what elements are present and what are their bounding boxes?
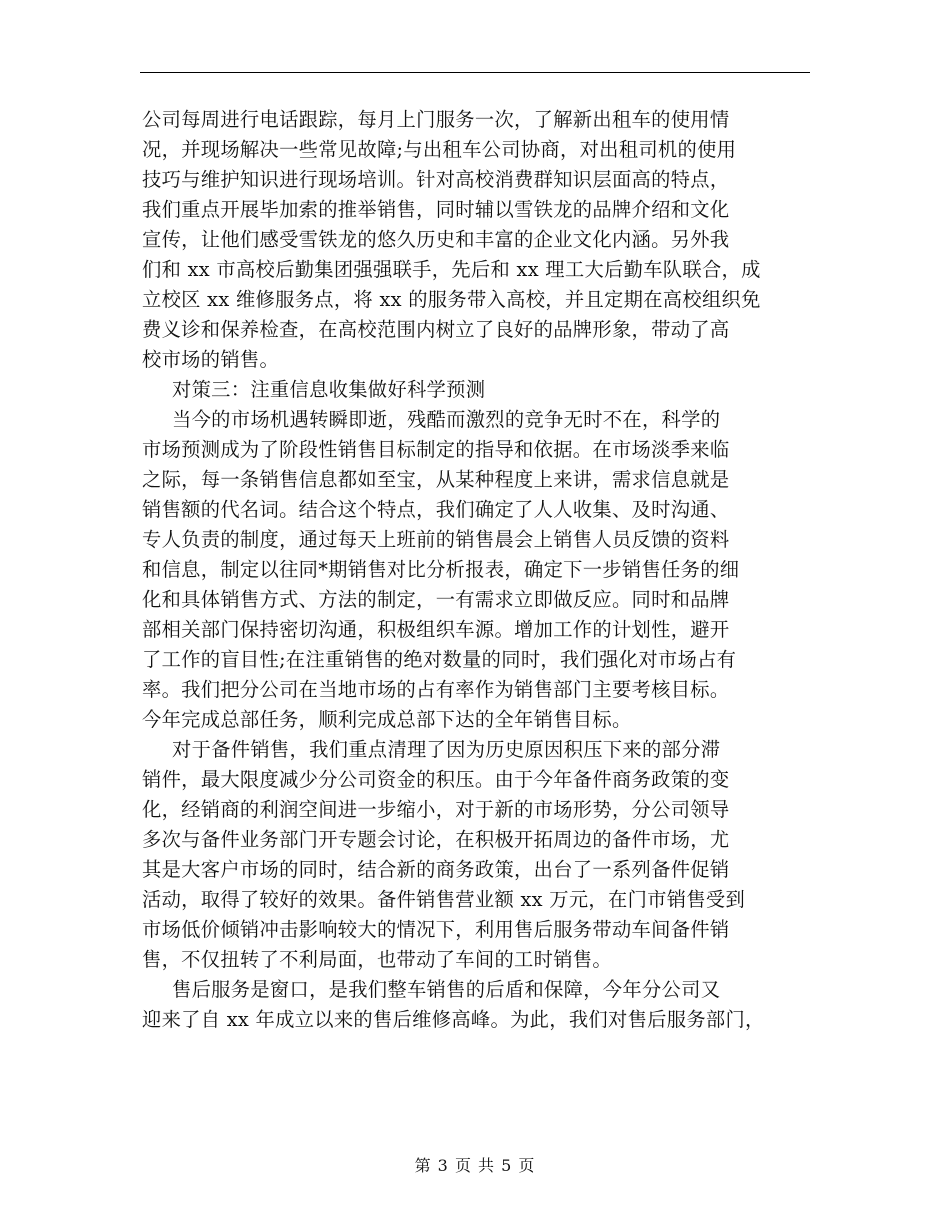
text-line: 部相关部门保持密切沟通，积极组织车源。增加工作的计划性，避开 [142, 618, 730, 641]
text-line: 对于备件销售，我们重点清理了因为历史原因积压下来的部分滞 [172, 738, 721, 761]
text-line: 迎来了自 xx 年成立以来的售后维修高峰。为此，我们对售后服务部门， [142, 1008, 765, 1031]
text-line: 了工作的盲目性;在注重销售的绝对数量的同时，我们强化对市场占有 [142, 648, 737, 671]
text-line: 公司每周进行电话跟踪，每月上门服务一次，了解新出租车的使用情 [142, 108, 730, 131]
text-line: 今年完成总部任务，顺利完成总部下达的全年销售目标。 [142, 708, 632, 731]
text-line: 率。我们把分公司在当地市场的占有率作为销售部门主要考核目标。 [142, 678, 730, 701]
text-line: 售后服务是窗口，是我们整车销售的后盾和保障，今年分公司又 [172, 978, 721, 1001]
text-line: 售，不仅扭转了不利局面，也带动了车间的工时销售。 [142, 948, 612, 971]
text-line: 校市场的销售。 [142, 348, 280, 371]
text-line: 其是大客户市场的同时，结合新的商务政策，出台了一系列备件促销 [142, 858, 730, 881]
text-line: 对策三：注重信息收集做好科学预测 [172, 378, 486, 401]
text-line: 化，经销商的利润空间进一步缩小，对于新的市场形势，分公司领导 [142, 798, 730, 821]
text-line: 之际，每一条销售信息都如至宝，从某种程度上来讲，需求信息就是 [142, 468, 730, 491]
document-body [142, 105, 822, 1035]
text-line: 和信息，制定以往同*期销售对比分析报表，确定下一步销售任务的细 [142, 558, 740, 581]
text-line: 技巧与维护知识进行现场培训。针对高校消费群知识层面高的特点， [142, 168, 730, 191]
text-line: 我们重点开展毕加索的推举销售，同时辅以雪铁龙的品牌介绍和文化 [142, 198, 730, 221]
text-line: 化和具体销售方式、方法的制定，一有需求立即做反应。同时和品牌 [142, 588, 730, 611]
text-line: 市场低价倾销冲击影响较大的情况下，利用售后服务带动车间备件销 [142, 918, 730, 941]
text-line: 市场预测成为了阶段性销售目标制定的指导和依据。在市场淡季来临 [142, 438, 730, 461]
page-footer: 第 3 页 共 5 页 [414, 1156, 536, 1175]
text-line: 宣传，让他们感受雪铁龙的悠久历史和丰富的企业文化内涵。另外我 [142, 228, 730, 251]
text-line: 多次与备件业务部门开专题会讨论，在积极开拓周边的备件市场，尤 [142, 828, 730, 851]
text-line: 销件，最大限度减少分公司资金的积压。由于今年备件商务政策的变 [142, 768, 730, 791]
text-line: 活动，取得了较好的效果。备件销售营业额 xx 万元，在门市销售受到 [142, 888, 746, 911]
text-line: 立校区 xx 维修服务点，将 xx 的服务带入高校，并且定期在高校组织免 [142, 288, 761, 311]
header-rule [140, 72, 810, 73]
text-line: 费义诊和保养检查，在高校范围内树立了良好的品牌形象，带动了高 [142, 318, 730, 341]
text-line: 专人负责的制度，通过每天上班前的销售晨会上销售人员反馈的资料 [142, 528, 730, 551]
text-line: 们和 xx 市高校后勤集团强强联手，先后和 xx 理工大后勤车队联合，成 [142, 258, 761, 281]
text-line: 当今的市场机遇转瞬即逝，残酷而激烈的竞争无时不在，科学的 [172, 408, 721, 431]
text-line: 况，并现场解决一些常见故障;与出租车公司协商，对出租司机的使用 [142, 138, 737, 161]
text-line: 销售额的代名词。结合这个特点，我们确定了人人收集、及时沟通、 [142, 498, 730, 521]
